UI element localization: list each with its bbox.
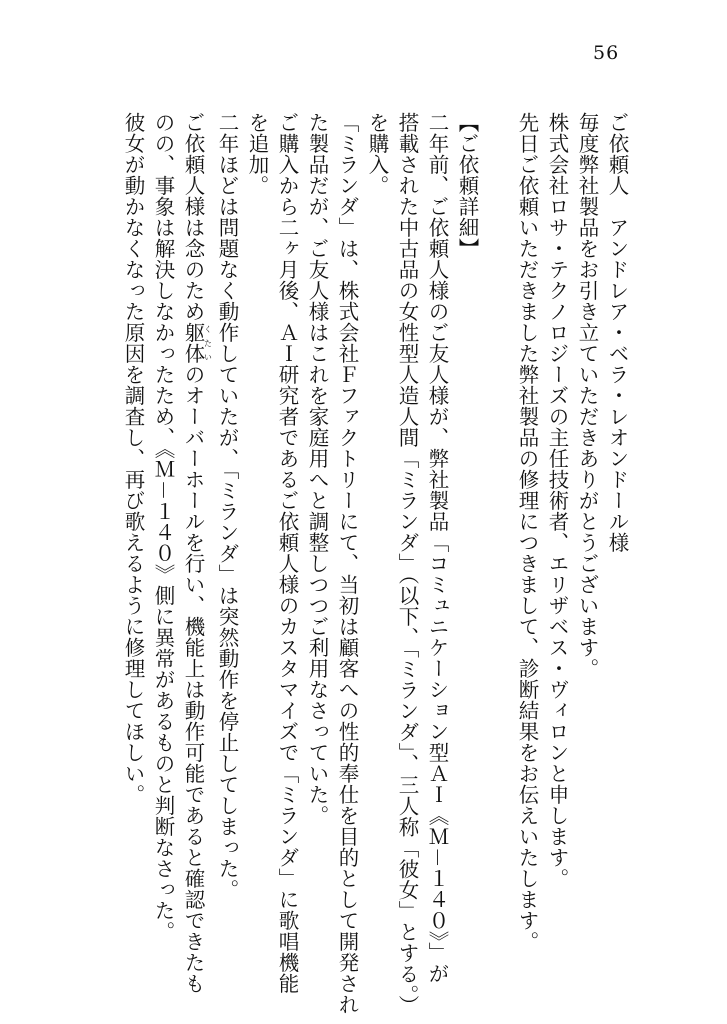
body-line: 先日ご依頼いただきました弊社製品の修理につきまして、診断結果をお伝えいたします。 [515, 112, 539, 952]
body-line: 搭載された中古品の女性型人造人間「ミランダ」（以下、「ミランダ」、三人称「彼女」とする。） [395, 112, 419, 1016]
page-number: 56 [593, 42, 620, 64]
body-line: を追加。 [245, 112, 269, 196]
body-line-with-ruby [178, 112, 213, 994]
ruby-word [181, 322, 213, 364]
salutation-line: ご依頼人 アンドレア・ベラ・レオンドール様 [605, 112, 629, 553]
ruby-base: 躯体 [181, 322, 205, 364]
letter-body [118, 112, 632, 1016]
body-line: 彼女が動かなくなった原因を調査し、再び歌えるように修理してほしい。 [121, 112, 145, 805]
line-part: のオーバーホールを行い、機能上は動作可能であると確認できたも [181, 364, 205, 994]
body-line: ご購入から二ヶ月後、ＡＩ研究者であるご依頼人様のカスタマイズで「ミランダ」に歌唱機能 [275, 112, 299, 994]
body-line: た製品だが、ご友人様はこれを家庭用へと調整しつつご利用なさっていた。 [305, 112, 329, 826]
body-line: 株式会社ロサ・テクノロジーズの主任技術者、エリザベス・ヴィロンと申します。 [545, 112, 569, 889]
body-line: 二年前、ご依頼人様のご友人様が、弊社製品「コミュニケーション型ＡＩ《Ｍ－１４０》」が [425, 112, 449, 984]
line-part: ご依頼人様は念のため [181, 112, 205, 322]
blank-line [482, 112, 512, 972]
body-line: 「ミランダ」は、株式会社Ｆファクトリーにて、当初は顧客への性的奉仕を目的として開発され [335, 112, 359, 1015]
body-line: 二年ほどは問題なく動作していたが、「ミランダ」は突然動作を停止してしまった。 [215, 112, 239, 900]
body-line: 毎度弊社製品をお引き立ていただきありがとうございます。 [575, 112, 599, 679]
ruby-reading: くたい [203, 322, 213, 364]
body-line: を購入。 [365, 112, 389, 196]
section-heading: 【ご依頼詳細】 [455, 112, 479, 259]
body-line: のの、事象は解決しなかったため、《Ｍ－１４０》側に異常があるものと判断なさった。 [151, 112, 175, 942]
